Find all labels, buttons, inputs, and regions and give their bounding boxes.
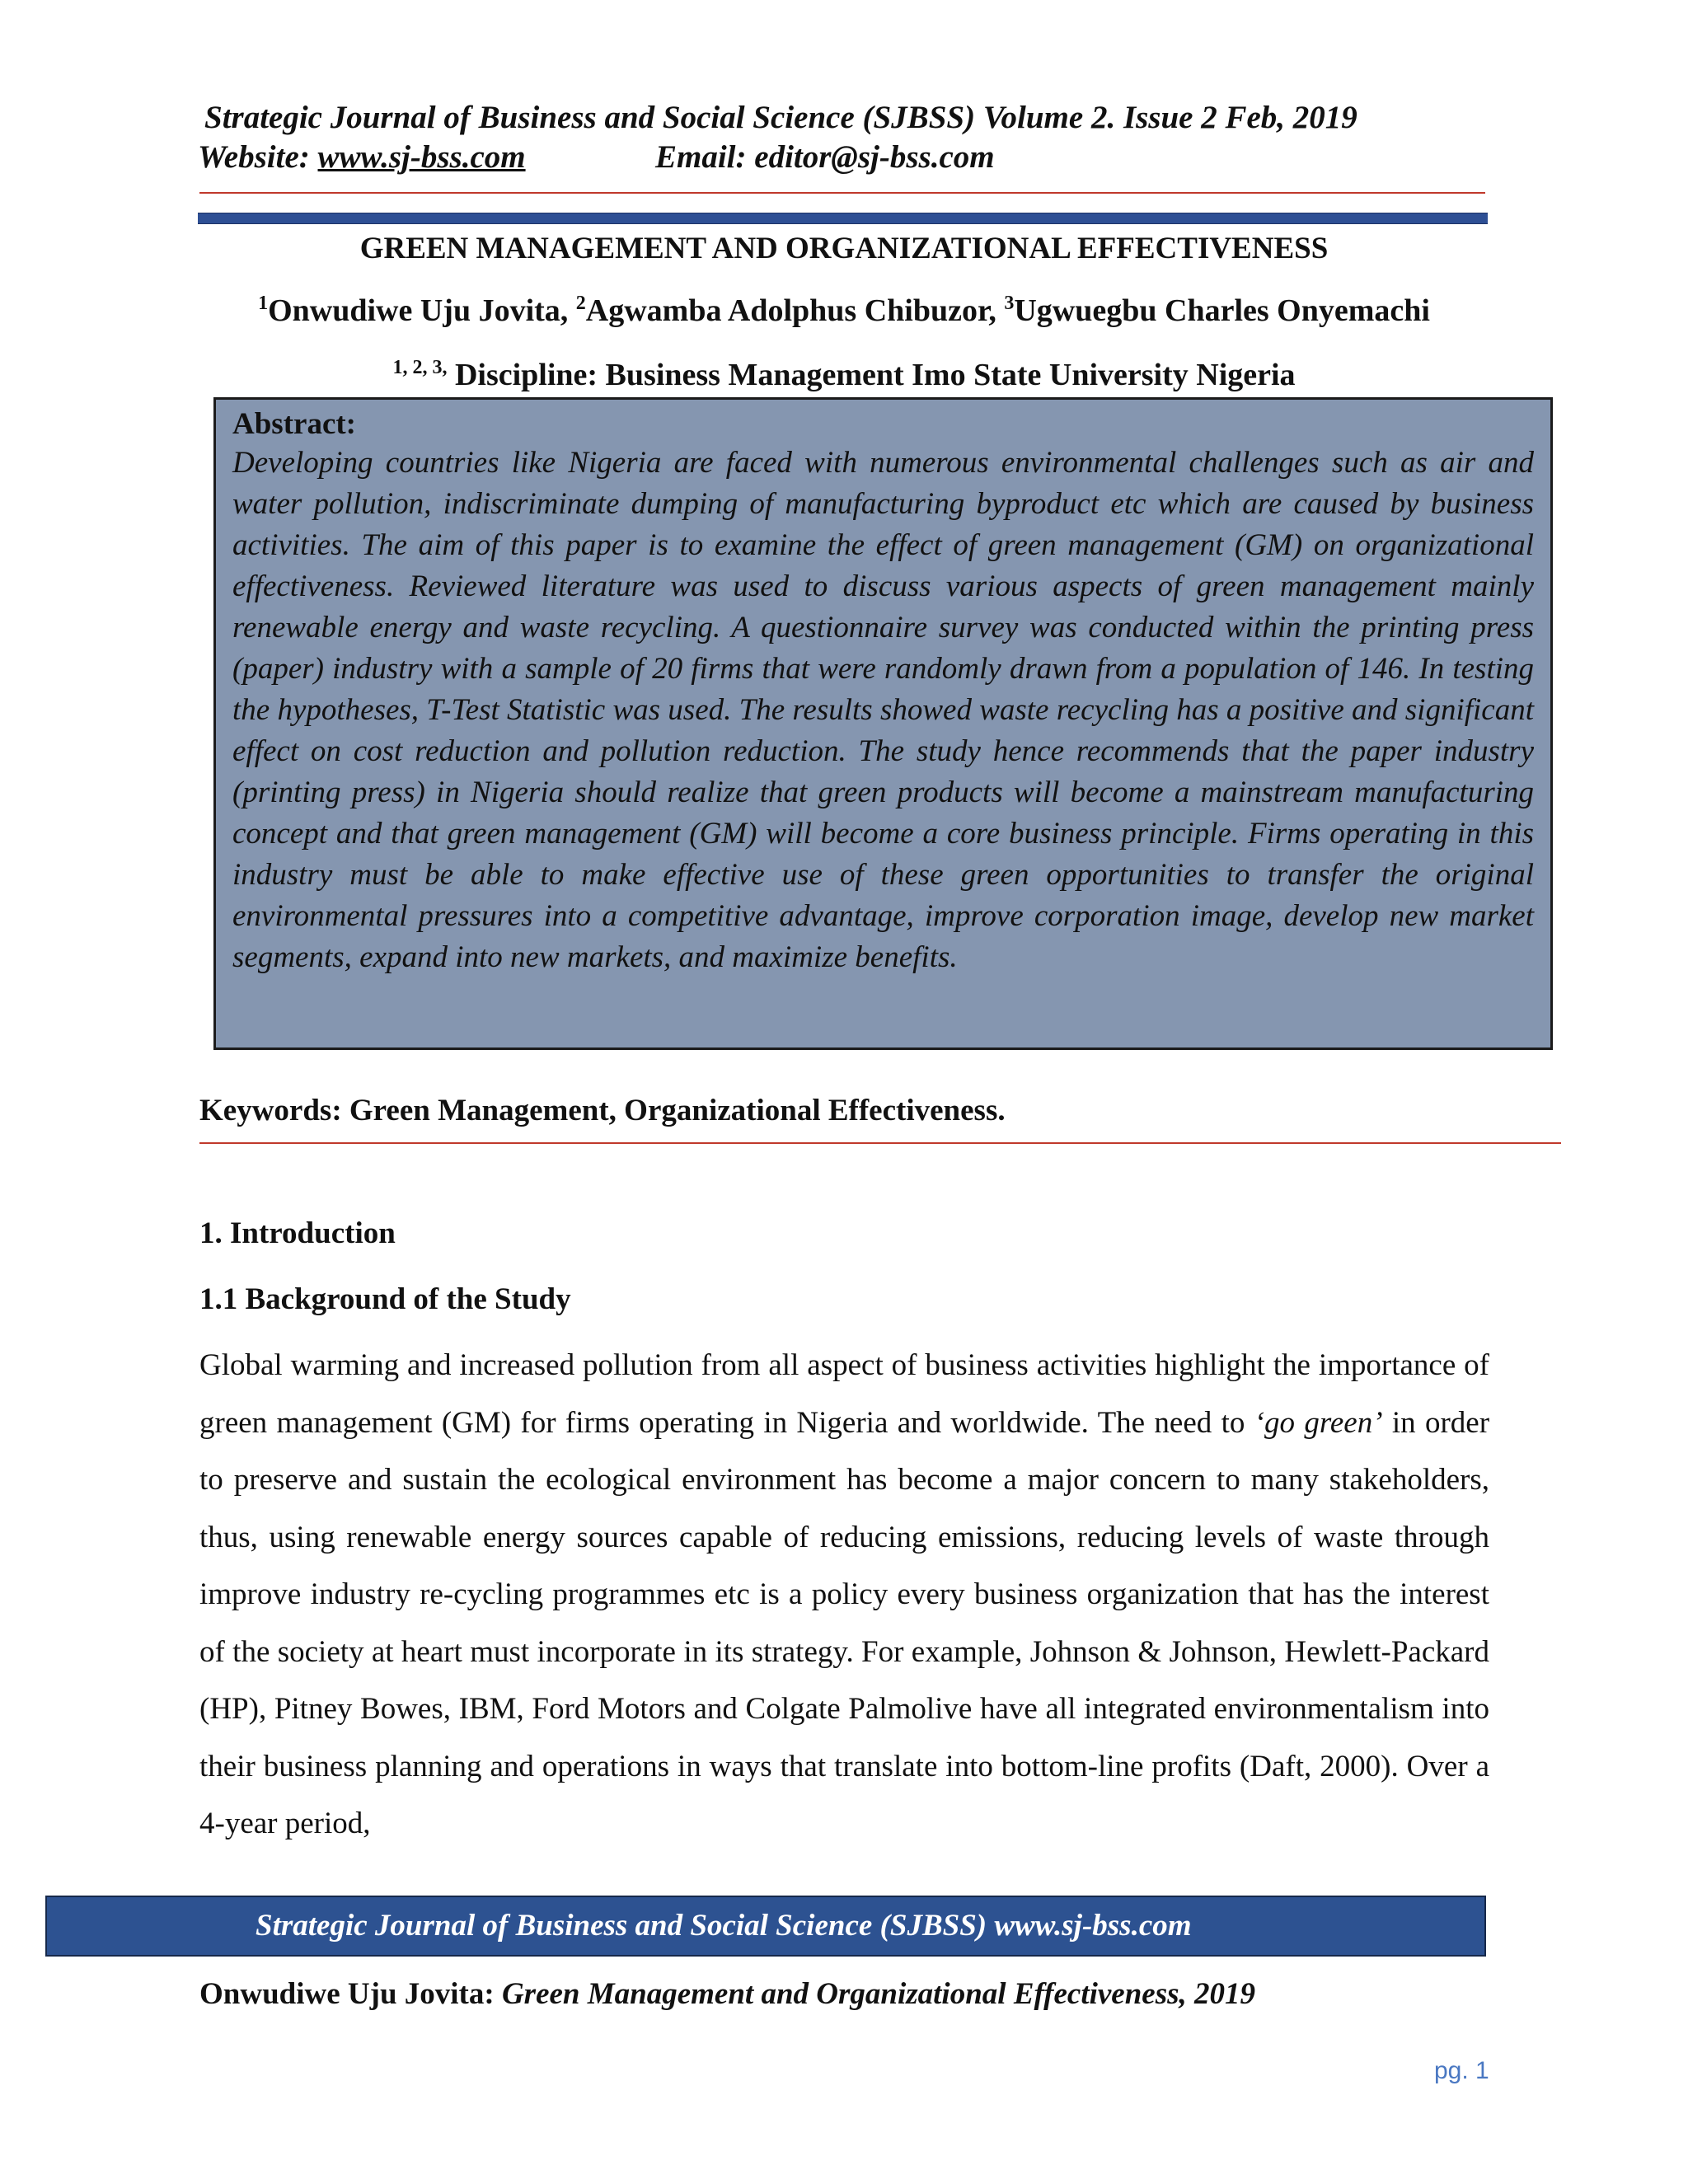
abstract-heading: Abstract: <box>232 407 357 441</box>
author-3: Ugwuegbu Charles Onyemachi <box>1014 293 1430 328</box>
body-text-part-2: in order to preserve and sustain the ecological environment has become a major concern to many stakeholders, thus, using renewable energy sources capable of reducing emissions, reducing levels of waste through improve industry re-cycling programmes etc is a policy every business organization that has the interest of the society at heart must incorporate in its strategy. For example, Johnson & Johnson, Hewlett-Packard (HP), Pitney Bowes, IBM, Ford Motors and Colgate Palmolive have all integrated environmentalism into their business planning and operations in ways that translate into bottom-line profits (Daft, 2000). Over a 4-year period, <box>199 1405 1490 1840</box>
body-text-italic-phrase: ‘go green’ <box>1254 1405 1383 1440</box>
abstract-text: Developing countries like Nigeria are faced with numerous environmental challenges such as air and water pollution, indiscriminate dumping of manufacturing byproduct etc which are caused by business activities. The aim of this paper is to examine the effect of green management (GM) on organizational effectiveness. Reviewed literature was used to discuss various aspects of green management mainly renewable energy and waste recycling. A questionnaire survey was conducted within the printing press (paper) industry with a sample of 20 firms that were randomly drawn from a population of 146. In testing the hypotheses, T-Test Statistic was used. The results showed waste recycling has a positive and significant effect on cost reduction and pollution reduction. The study hence recommends that the paper industry (printing press) in Nigeria should realize that green products will become a mainstream manufacturing concept and that green management (GM) will become a core business principle. Firms operating in this industry must be able to make effective use of these green opportunities to transfer the original environmental pressures into a competitive advantage, improve corporation image, develop new market segments, expand into new markets, and maximize benefits. <box>232 446 1534 974</box>
footer-bar-text: Strategic Journal of Business and Social Science (SJBSS) www.sj-bss.com <box>256 1909 1192 1943</box>
author-list <box>0 293 1688 329</box>
citation-title: Green Management and Organizational Effectiveness, 2019 <box>501 1977 1256 2011</box>
journal-volume: Volume 2. Issue 2 Feb, 2019 <box>982 100 1357 135</box>
page-number: pg. 1 <box>1434 2057 1489 2084</box>
author-3-sup: 3 <box>1004 293 1015 314</box>
email-label: Email: <box>655 139 747 175</box>
subsection-heading-background: 1.1 Background of the Study <box>199 1282 571 1316</box>
body-paragraph <box>199 1337 1489 1853</box>
affiliation-sup: 1, 2, 3, <box>392 357 448 378</box>
footer-bar <box>45 1896 1486 1957</box>
header-divider <box>199 192 1485 194</box>
website-label: Website: <box>198 139 310 175</box>
keywords: Keywords: Green Management, Organizational Effectiveness. <box>199 1094 1006 1127</box>
citation-author: Onwudiwe Uju Jovita: <box>199 1977 495 2011</box>
header-blue-bar <box>198 213 1488 224</box>
website-link[interactable]: www.sj-bss.com <box>317 139 526 175</box>
website-line <box>198 138 526 176</box>
email-link[interactable]: editor@sj-bss.com <box>754 139 995 175</box>
keywords-divider <box>199 1142 1561 1144</box>
footer-citation <box>199 1976 1255 2012</box>
journal-name: Strategic Journal of Business and Social Science (SJBSS) <box>204 100 976 135</box>
author-1-sup: 1 <box>258 293 269 314</box>
body-text-part-1: Global warming and increased pollution from all aspect of business activities highlight the importance of green management (GM) for firms operating in Nigeria and worldwide. The need to <box>199 1348 1489 1440</box>
journal-header <box>204 99 1357 136</box>
author-2-sup: 2 <box>575 293 586 314</box>
author-1: Onwudiwe Uju Jovita, <box>268 293 569 328</box>
email-line <box>655 138 995 176</box>
author-2: Agwamba Adolphus Chibuzor, <box>585 293 996 328</box>
affiliation <box>0 357 1688 393</box>
article-title: GREEN MANAGEMENT AND ORGANIZATIONAL EFFECTIVENESS <box>359 232 1329 265</box>
abstract-box <box>213 397 1553 1050</box>
affiliation-text: Discipline: Business Management Imo State University Nigeria <box>454 358 1296 392</box>
section-heading-introduction: 1. Introduction <box>199 1216 396 1250</box>
